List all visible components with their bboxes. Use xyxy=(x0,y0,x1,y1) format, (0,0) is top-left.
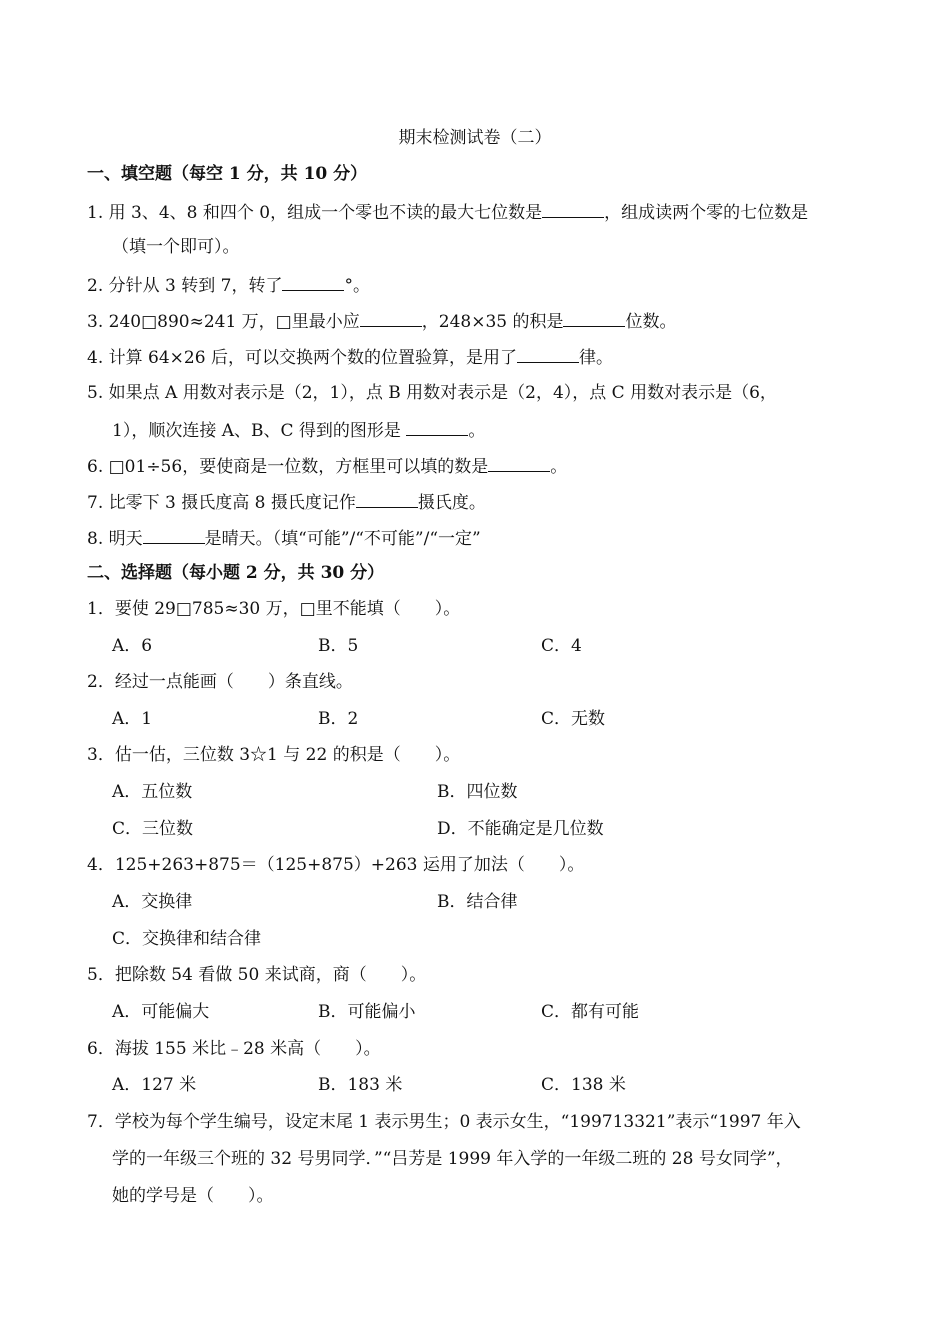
q1-text-c: （填一个即可）。 xyxy=(112,237,240,257)
choice-option-c[interactable]: C．无数 xyxy=(541,709,606,729)
choice-option-a[interactable]: A．可能偏大 xyxy=(112,1002,210,1022)
choice-option-a[interactable]: A．交换律 xyxy=(112,892,193,912)
answer-blank[interactable] xyxy=(282,272,344,291)
fill-question-2 xyxy=(87,272,370,298)
choice-question-7-line2: 学的一年级三个班的 32 号男同学．”“吕芳是 1999 年入学的一年级二班的 28 号女同学”， xyxy=(112,1149,793,1169)
fill-question-7 xyxy=(87,489,486,515)
fill-question-5 xyxy=(87,381,777,405)
choice-question-7-line3: 她的学号是（ ）。 xyxy=(112,1186,274,1206)
choice-question-7-line1: 7．学校为每个学生编号，设定末尾 1 表示男生；0 表示女生，“199713321”表示“1997 年入 xyxy=(87,1112,801,1132)
q3-text-b: ，248×35 的积是 xyxy=(421,312,564,332)
choice-option-b[interactable]: B．2 xyxy=(318,709,359,729)
choice-question-6-stem: 6．海拔 155 米比﹣28 米高（ ）。 xyxy=(87,1039,381,1059)
answer-blank[interactable] xyxy=(360,308,422,327)
choice-option-b[interactable]: B．183 米 xyxy=(318,1075,403,1095)
choice-option-b[interactable]: B．结合律 xyxy=(437,892,518,912)
answer-blank[interactable] xyxy=(143,525,205,544)
q6-text-a: 6. □01÷56，要使商是一位数，方框里可以填的数是 xyxy=(87,457,489,477)
q5-text-c: 。 xyxy=(468,421,486,441)
fill-question-1-cont xyxy=(112,235,240,259)
choice-option-c[interactable]: C．三位数 xyxy=(112,819,194,839)
answer-blank[interactable] xyxy=(488,453,550,472)
q6-text-b: 。 xyxy=(550,457,568,477)
answer-blank[interactable] xyxy=(356,489,418,508)
choice-option-c[interactable]: C．138 米 xyxy=(541,1075,626,1095)
q8-text-a: 8. 明天 xyxy=(87,529,143,549)
fill-question-1 xyxy=(87,199,808,225)
q4-text-b: 律。 xyxy=(578,348,613,368)
q7-text-a: 7. 比零下 3 摄氏度高 8 摄氏度记作 xyxy=(87,493,356,513)
q2-text-a: 2. 分针从 3 转到 7，转了 xyxy=(87,276,283,296)
fill-question-6 xyxy=(87,453,567,479)
fill-question-5-cont xyxy=(112,417,485,443)
section2-heading: 二、选择题（每小题 2 分，共 30 分） xyxy=(87,563,385,583)
choice-option-a[interactable]: A．1 xyxy=(112,709,153,729)
choice-option-d[interactable]: D．不能确定是几位数 xyxy=(437,819,604,839)
q1-text-b: ，组成读两个零的七位数是 xyxy=(604,203,809,223)
q8-text-b: 是晴天。（填“可能”/“不可能”/“一定” xyxy=(204,529,481,549)
choice-option-b[interactable]: B．5 xyxy=(318,636,359,656)
choice-option-c[interactable]: C．交换律和结合律 xyxy=(112,929,262,949)
fill-question-3 xyxy=(87,308,676,334)
answer-blank[interactable] xyxy=(517,344,579,363)
q4-text-a: 4. 计算 64×26 后，可以交换两个数的位置验算，是用了 xyxy=(87,348,517,368)
choice-option-c[interactable]: C．都有可能 xyxy=(541,1002,640,1022)
q3-text-a: 3. 240□890≈241 万，□里最小应 xyxy=(87,312,360,332)
choice-option-b[interactable]: B．四位数 xyxy=(437,782,518,802)
q3-text-c: 位数。 xyxy=(625,312,677,332)
choice-option-b[interactable]: B．可能偏小 xyxy=(318,1002,416,1022)
choice-question-3-stem: 3．估一估，三位数 3☆1 与 22 的积是（ ）。 xyxy=(87,745,461,765)
q5-text-b: 1），顺次连接 A、B、C 得到的图形是 xyxy=(112,421,401,441)
answer-blank[interactable] xyxy=(542,199,604,218)
choice-option-a[interactable]: A．127 米 xyxy=(112,1075,197,1095)
q1-text-a: 1. 用 3、4、8 和四个 0，组成一个零也不读的最大七位数是 xyxy=(87,203,543,223)
q2-text-b: °。 xyxy=(344,276,370,296)
choice-question-5-stem: 5．把除数 54 看做 50 来试商，商（ ）。 xyxy=(87,965,427,985)
choice-question-1-stem: 1．要使 29□785≈30 万，□里不能填（ ）。 xyxy=(87,599,461,619)
fill-question-8 xyxy=(87,525,481,551)
q5-text-a: 5. 如果点 A 用数对表示是（2，1），点 B 用数对表示是（2，4），点 C 用数对表示是（6， xyxy=(87,383,777,403)
section1-heading: 一、填空题（每空 1 分，共 10 分） xyxy=(87,164,368,184)
choice-option-c[interactable]: C．4 xyxy=(541,636,582,656)
choice-question-2-stem: 2．经过一点能画（ ）条直线。 xyxy=(87,672,353,692)
choice-question-4-stem: 4．125+263+875＝（125+875）+263 运用了加法（ ）。 xyxy=(87,855,585,875)
fill-question-4 xyxy=(87,344,613,370)
choice-option-a[interactable]: A．6 xyxy=(112,636,153,656)
answer-blank[interactable] xyxy=(406,417,468,436)
answer-blank[interactable] xyxy=(563,308,625,327)
page-title: 期末检测试卷（二） xyxy=(398,128,552,148)
choice-option-a[interactable]: A．五位数 xyxy=(112,782,193,802)
q7-text-b: 摄氏度。 xyxy=(417,493,486,513)
